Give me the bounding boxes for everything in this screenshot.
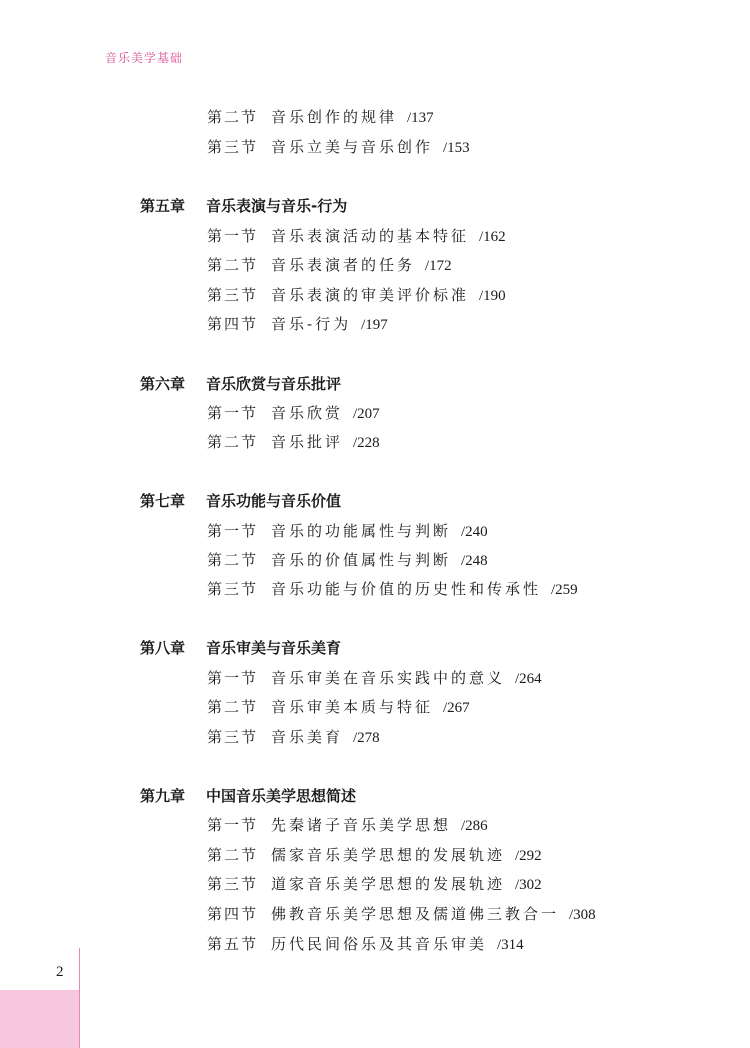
section-title: 音乐表演者的任务 [271, 256, 416, 274]
page-ref: /292 [515, 848, 542, 864]
section-number: 第三节 [207, 286, 259, 304]
page-ref: /264 [515, 671, 542, 687]
corner-tab [0, 990, 79, 1048]
section-title: 音乐的价值属性与判断 [271, 551, 452, 569]
section-title: 音乐创作的规律 [271, 108, 398, 126]
running-head: 音乐美学基础 [105, 51, 184, 65]
section-title: 儒家音乐美学思想的发展轨迹 [271, 846, 506, 864]
section-number: 第一节 [207, 816, 259, 834]
section-entry [207, 579, 578, 600]
page-ref: /259 [551, 582, 578, 598]
chapter-number: 第五章 [140, 197, 186, 215]
section-number: 第三节 [207, 580, 259, 598]
section-entry [207, 668, 542, 689]
section-number: 第二节 [207, 551, 259, 569]
section-title: 音乐审美本质与特征 [271, 698, 434, 716]
section-number: 第五节 [207, 935, 259, 953]
page-number: 2 [56, 964, 64, 980]
section-entry [207, 727, 380, 748]
section-number: 第三节 [207, 875, 259, 893]
chapter-heading [140, 196, 347, 216]
section-title: 音乐欣赏 [271, 404, 344, 422]
page-ref: /197 [361, 317, 388, 333]
page-ref: /172 [425, 258, 452, 274]
section-entry [207, 432, 380, 453]
section-entry [207, 697, 470, 718]
section-title: 音乐-行为 [271, 315, 352, 333]
section-entry [207, 314, 388, 335]
chapter-heading [140, 491, 341, 511]
page-ref: /190 [479, 288, 506, 304]
chapter-title: 中国音乐美学思想简述 [206, 787, 357, 805]
chapter-number: 第七章 [140, 492, 186, 510]
page-ref: /248 [461, 553, 488, 569]
page-ref: /207 [353, 406, 380, 422]
section-entry [207, 845, 542, 866]
section-title: 历代民间俗乐及其音乐审美 [271, 935, 488, 953]
chapter-heading [140, 374, 341, 394]
section-number: 第四节 [207, 315, 259, 333]
section-title: 音乐的功能属性与判断 [271, 522, 452, 540]
section-entry [207, 255, 452, 276]
page-ref: /314 [497, 937, 524, 953]
chapter-number: 第六章 [140, 375, 186, 393]
section-number: 第一节 [207, 227, 259, 245]
section-title: 音乐审美在音乐实践中的意义 [271, 669, 506, 687]
chapter-heading [140, 638, 341, 658]
section-entry [207, 107, 434, 128]
section-number: 第二节 [207, 433, 259, 451]
section-number: 第一节 [207, 404, 259, 422]
page-ref: /286 [461, 818, 488, 834]
section-title: 先秦诸子音乐美学思想 [271, 816, 452, 834]
page-ref: /162 [479, 229, 506, 245]
section-entry [207, 226, 506, 247]
chapter-number: 第九章 [140, 787, 186, 805]
section-title: 音乐美育 [271, 728, 344, 746]
page-ref: /278 [353, 730, 380, 746]
margin-rule [79, 948, 80, 1048]
chapter-number: 第八章 [140, 639, 186, 657]
section-number: 第一节 [207, 669, 259, 687]
section-number: 第三节 [207, 138, 259, 156]
chapter-title: 音乐审美与音乐美育 [206, 639, 342, 657]
section-title: 佛教音乐美学思想及儒道佛三教合一 [271, 905, 560, 923]
section-entry [207, 521, 488, 542]
section-number: 第一节 [207, 522, 259, 540]
section-title: 音乐功能与价值的历史性和传承性 [271, 580, 542, 598]
section-number: 第二节 [207, 108, 259, 126]
section-entry [207, 403, 380, 424]
section-title: 音乐批评 [271, 433, 344, 451]
section-entry [207, 137, 470, 158]
section-title: 音乐立美与音乐创作 [271, 138, 434, 156]
section-number: 第三节 [207, 728, 259, 746]
section-entry [207, 934, 524, 955]
page-ref: /308 [569, 907, 596, 923]
section-number: 第四节 [207, 905, 259, 923]
section-entry [207, 904, 596, 925]
section-title: 音乐表演活动的基本特征 [271, 227, 470, 245]
section-entry [207, 550, 488, 571]
chapter-title: 音乐表演与音乐-行为 [206, 197, 348, 215]
chapter-title: 音乐功能与音乐价值 [206, 492, 342, 510]
section-number: 第二节 [207, 698, 259, 716]
section-number: 第二节 [207, 256, 259, 274]
section-entry [207, 285, 506, 306]
page-ref: /153 [443, 140, 470, 156]
section-entry [207, 874, 542, 895]
page-ref: /228 [353, 435, 380, 451]
section-number: 第二节 [207, 846, 259, 864]
page-ref: /302 [515, 877, 542, 893]
page-ref: /267 [443, 700, 470, 716]
page-ref: /240 [461, 524, 488, 540]
chapter-heading [140, 786, 356, 806]
chapter-title: 音乐欣赏与音乐批评 [206, 375, 342, 393]
section-entry [207, 815, 488, 836]
section-title: 音乐表演的审美评价标准 [271, 286, 470, 304]
section-title: 道家音乐美学思想的发展轨迹 [271, 875, 506, 893]
page-ref: /137 [407, 110, 434, 126]
